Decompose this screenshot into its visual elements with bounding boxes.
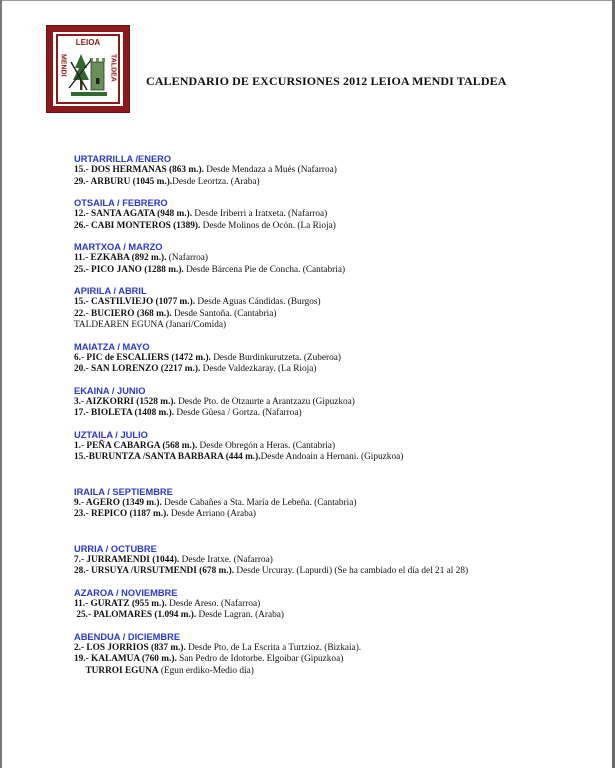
excursion-route: Desde Cabañes a Sta. María de Lebeña. (Cantabria) — [161, 497, 357, 508]
page-title: CALENDARIO DE EXCURSIONES 2012 LEIOA MENDI TALDEA — [146, 74, 507, 88]
excursion-line — [74, 320, 594, 332]
logo-tower-icon — [91, 62, 104, 90]
excursion-line — [74, 599, 594, 611]
excursion-route: TALDEAREN EGUNA (Janari/Comida) — [74, 320, 227, 330]
excursion-peak: 22.- BUCIERO (368 m.). — [74, 308, 172, 319]
excursion-line — [74, 177, 594, 189]
excursion-peak: 15.- DOS HERMANAS (863 m.). — [74, 165, 204, 175]
month-section — [74, 341, 594, 376]
excursion-peak: 15.-BURUNTZA /SANTA BARBARA (444 m.). — [74, 452, 261, 462]
excursion-calendar — [74, 153, 594, 686]
excursion-route: Desde Urcuray. (Lapurdi) (Se ha cambiado el día del 21 al 28) — [234, 566, 469, 576]
excursion-line — [74, 265, 594, 277]
excursion-route: Desde Burdinkurutzeta. (Zuberoa) — [210, 352, 341, 363]
excursion-route: Desde Valdezkaray. (La Rioja) — [200, 364, 317, 374]
excursion-peak: 19.- KALAMUA (760 m.). — [74, 654, 177, 664]
month-section — [74, 631, 594, 678]
excursion-peak: 12.- SANTA AGATA (948 m.). — [74, 209, 193, 219]
month-heading: AZAROA / NOVIEMBRE — [74, 587, 178, 598]
month-heading: URTARRILLA /ENERO — [74, 154, 172, 164]
excursion-route: Desde Andoain a Hernani. (Gipuzkoa) — [260, 452, 404, 462]
excursion-route: Desde Molinos de Ocón. (La Rioja) — [200, 220, 336, 231]
excursion-route: Desde Pto. de La Escrita a Turtzioz. (Bizkaia). — [185, 642, 362, 653]
excursion-route: (Nafarroa) — [166, 253, 209, 263]
excursion-line — [74, 666, 594, 678]
excursion-line — [74, 353, 594, 365]
month-section — [74, 385, 594, 420]
excursion-line — [74, 566, 594, 578]
excursion-line — [74, 297, 594, 309]
excursion-line — [74, 221, 594, 233]
excursion-peak: 28.- URSUYA /URSUTMENDI (678 m.). — [74, 566, 235, 576]
logo-text-top: LEIOA — [75, 38, 101, 47]
month-section — [74, 429, 594, 464]
excursion-peak: 9.- AGERO (1349 m.). — [74, 497, 162, 508]
month-section — [74, 543, 594, 578]
excursion-peak: 2.- LOS JORRIOS (837 m.). — [74, 642, 186, 653]
excursion-line — [74, 397, 594, 409]
excursion-peak: TURROI EGUNA — [74, 665, 159, 676]
excursion-route: San Pedro de Idotorbe. Elgoibar (Gipuzkoa) — [176, 654, 344, 664]
excursion-line — [74, 555, 594, 567]
excursion-line — [74, 253, 594, 265]
excursion-line — [74, 309, 594, 321]
excursion-route: Desde Bárcena Pie de Concha. (Cantabria) — [183, 264, 346, 275]
month-heading: MAIATZA / MAYO — [74, 341, 150, 352]
excursion-peak: 6.- PIC de ESCALIERS (1472 m.). — [74, 352, 211, 363]
excursion-route: Desde Obregón a Heras. (Cantabria) — [197, 440, 336, 451]
excursion-peak: 1.- PEÑA CABARGA (568 m.). — [74, 440, 198, 451]
excursion-peak: 25.- PICO JANO (1288 m.). — [74, 264, 184, 275]
excursion-peak: 29.- ARBURU (1045 m.). — [74, 176, 173, 187]
month-heading: APIRILA / ABRIL — [74, 286, 147, 296]
month-heading: OTSAILA / FEBRERO — [74, 198, 168, 208]
excursion-line — [74, 209, 594, 221]
excursion-peak: 11.- GURATZ (955 m.). — [74, 598, 167, 609]
month-section — [74, 197, 594, 232]
excursion-peak: 7.- JURRAMENDI (1044). — [74, 554, 180, 565]
excursion-route: Desde Iratxe. (Nafarroa) — [179, 554, 273, 565]
excursion-route: Desde Areso. (Nafarroa) — [166, 598, 261, 609]
month-heading: MARTXOA / MARZO — [74, 242, 163, 252]
excursion-peak: 17.- BIOLETA (1408 m.). — [74, 408, 175, 418]
excursion-line — [74, 643, 594, 655]
month-section — [74, 241, 594, 276]
club-logo — [46, 25, 130, 113]
excursion-line — [74, 654, 594, 666]
excursion-route: Desde Leortza. (Araba) — [172, 176, 260, 187]
excursion-route: Desde Aguas Cándidas. (Burgos) — [195, 297, 321, 307]
logo-tree-icon — [73, 54, 89, 80]
month-heading: ABENDUA / DICIEMBRE — [74, 631, 181, 642]
logo-emblem-icon — [53, 32, 123, 106]
excursion-line — [74, 165, 594, 177]
logo-inner — [53, 32, 123, 106]
excursion-peak: 3.- AIZKORRI (1528 m.). — [74, 396, 176, 407]
excursion-peak: 23.- REPICO (1187 m.). — [74, 509, 169, 519]
excursion-route: Desde Lagran. (Araba) — [196, 610, 284, 620]
month-heading: EKAINA / JUNIO — [74, 385, 146, 396]
page-border-left — [0, 0, 2, 768]
excursion-peak: 26.- CABI MONTEROS (1389). — [74, 220, 201, 231]
excursion-line — [74, 408, 594, 420]
month-section — [74, 153, 594, 188]
excursion-route: Desde Pto. de Otzaurte a Arantzazu (Gipuzkoa) — [175, 396, 355, 407]
logo-text-right: TALDEA — [109, 54, 117, 82]
excursion-line — [74, 452, 594, 464]
month-heading: URRIA / OCTUBRE — [74, 543, 157, 554]
month-section — [74, 285, 594, 332]
excursion-route: Desde Iriberri a Iratxeta. (Nafarroa) — [192, 209, 328, 219]
month-section — [74, 486, 594, 521]
page-border-top — [0, 0, 615, 1]
excursion-route: Desde Güesa / Gortza. (Nafarroa) — [174, 408, 302, 418]
excursion-route: Desde Mendaza a Mués (Nafarroa) — [203, 165, 337, 175]
excursion-route: (Egun erdiko-Medio día) — [158, 665, 254, 676]
excursion-route: Desde Arriano (Araba) — [168, 509, 257, 519]
month-heading: UZTAILA / JULIO — [74, 429, 148, 440]
excursion-line — [74, 498, 594, 510]
excursion-route: Desde Santoña. (Cantabria) — [171, 308, 277, 319]
month-heading: IRAILA / SEPTIEMBRE — [74, 486, 173, 497]
excursion-line — [74, 509, 594, 521]
excursion-peak: 15.- CASTILVIEJO (1077 m.). — [74, 297, 196, 307]
excursion-peak: 25.- PALOMARES (1.094 m.). — [74, 610, 197, 620]
excursion-line — [74, 610, 594, 622]
month-section — [74, 587, 594, 622]
excursion-line — [74, 364, 594, 376]
excursion-peak: 20.- SAN LORENZO (2217 m.). — [74, 364, 201, 374]
logo-text-left: MENDI — [59, 54, 67, 77]
excursion-line — [74, 441, 594, 453]
excursion-peak: 11.- EZKABA (892 m.). — [74, 253, 167, 263]
